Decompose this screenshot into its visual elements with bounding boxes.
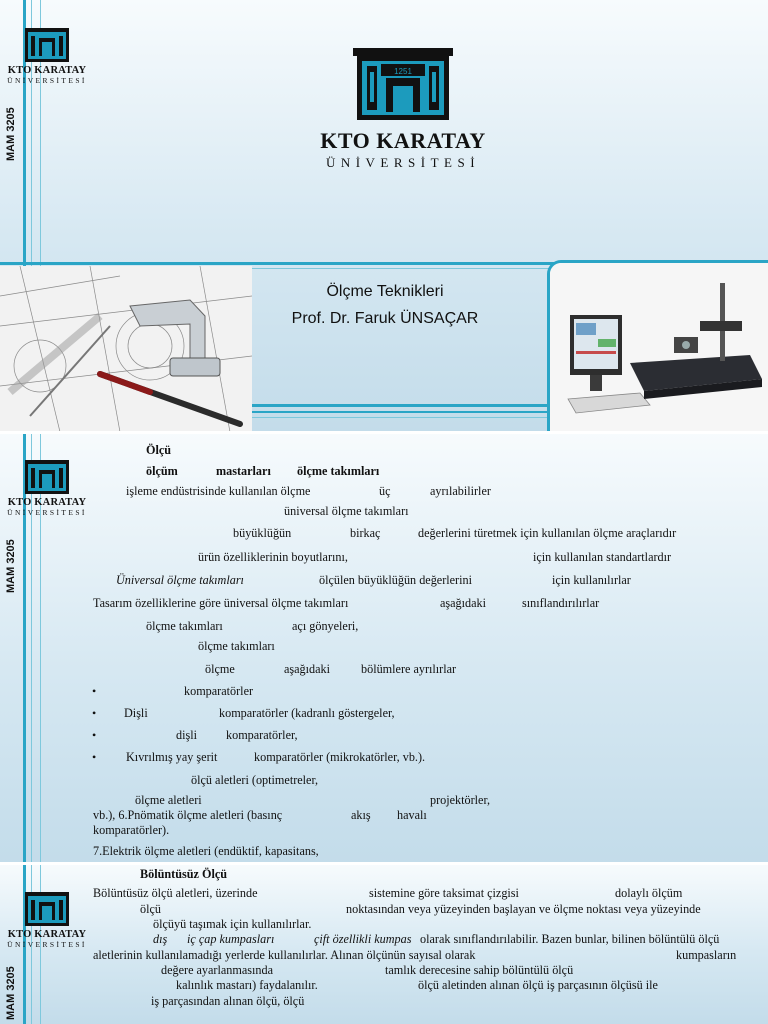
text-line: vb.), 6.Pnömatik ölçme aletleri (basınç xyxy=(93,808,283,822)
text-line: olarak sınıflandırılabilir. Bazen bunlar, bilinen bölüntülü ölçü xyxy=(420,932,720,946)
text-line: 7.Elektrik ölçme aletleri (endüktif, kapasitans, xyxy=(93,844,319,858)
university-subtitle: ÜNİVERSİTESİ xyxy=(325,155,481,170)
bullet-icon: • xyxy=(92,728,97,742)
text-line: ölçüm xyxy=(146,464,178,478)
course-code: MAM 3205 xyxy=(5,107,17,161)
text-line: Ölçü xyxy=(146,443,172,457)
university-name: KTO KARATAY xyxy=(320,128,486,153)
text-line: ölçme xyxy=(205,662,235,676)
university-name: KTO KARATAY xyxy=(7,497,87,508)
bullet-text: komparatörler, xyxy=(226,728,298,742)
bullet-text: komparatörler (mikrokatörler, vb.). xyxy=(254,750,426,764)
university-name: KTO KARATAY xyxy=(7,929,87,940)
text-line: ölçme takımları xyxy=(198,639,275,653)
text-line: işleme endüstrisinde kullanılan ölçme xyxy=(126,484,311,498)
text-line: ölçme aletleri xyxy=(135,793,202,807)
text-line: aşağıdaki xyxy=(440,596,487,610)
text-line: ölçü xyxy=(140,902,161,916)
bullet-icon: • xyxy=(92,684,97,698)
slide-separator xyxy=(0,431,768,434)
text-line: ürün özelliklerinin boyutlarını, xyxy=(198,550,348,564)
text-line: üç xyxy=(379,484,391,498)
text-line: kumpasların xyxy=(676,948,737,962)
text-line: ölçülen büyüklüğün değerlerini xyxy=(319,573,472,587)
text-line: dış xyxy=(153,932,168,946)
text-line: iş parçasından alınan ölçü, ölçü xyxy=(151,994,305,1008)
bullet-text: komparatörler xyxy=(184,684,254,698)
text-line: çift özellikli kumpas xyxy=(314,932,412,946)
course-code: MAM 3205 xyxy=(5,966,17,1020)
text-line: ölçme takımları xyxy=(146,619,223,633)
svg-text:1251: 1251 xyxy=(394,67,412,76)
text-line: ölçü aletinden alınan ölçü iş parçasının ölçüsü ile xyxy=(418,978,658,992)
text-line: için kullanılan standartlardır xyxy=(533,550,672,564)
main-logo xyxy=(290,48,516,171)
bullet-icon: • xyxy=(92,750,97,764)
text-line: birkaç xyxy=(350,526,381,540)
slide-separator xyxy=(0,862,768,865)
text-line: üniversal ölçme takımları xyxy=(284,504,409,518)
course-code: MAM 3205 xyxy=(5,539,17,593)
side-logo xyxy=(6,892,88,949)
university-subtitle: ÜNİVERSİTESİ xyxy=(7,76,87,85)
university-emblem-icon xyxy=(25,460,69,494)
title-slide xyxy=(0,0,768,432)
text-line: akış xyxy=(351,808,371,822)
side-logo xyxy=(6,28,88,85)
bullet-text: Kıvrılmış yay şerit xyxy=(126,750,218,764)
content-slide xyxy=(0,432,768,864)
text-line: ölçüyü taşımak için kullanılırlar. xyxy=(153,917,312,931)
text-line: ayrılabilirler xyxy=(430,484,491,498)
drafting-tools-photo xyxy=(0,266,252,432)
university-subtitle: ÜNİVERSİTESİ xyxy=(7,508,87,517)
content-slide xyxy=(0,864,768,1024)
text-line: aşağıdaki xyxy=(284,662,331,676)
text-line: komparatörler). xyxy=(93,823,170,837)
text-line: tamlık derecesine sahip bölüntülü ölçü xyxy=(385,963,574,977)
text-line: ölçü aletleri (optimetreler, xyxy=(191,773,319,787)
text-line: ölçme takımları xyxy=(297,464,380,478)
university-emblem-icon xyxy=(25,28,69,62)
university-name: KTO KARATAY xyxy=(7,65,87,76)
text-line: Tasarım özelliklerine göre üniversal ölçme takımları xyxy=(93,596,349,610)
text-line: aletlerinin kullanılamadığı yerlerde kullanılırlar. Alınan ölçünün sayısal olarak xyxy=(93,948,476,962)
text-line: değere ayarlanmasında xyxy=(161,963,273,977)
text-line: kalınlık mastarı) faydalanılır. xyxy=(176,978,318,992)
bullet-text: komparatörler (kadranlı göstergeler, xyxy=(219,706,395,720)
text-line: havalı xyxy=(397,808,427,822)
text-line: açı gönyeleri, xyxy=(292,619,359,633)
presenter-name: Prof. Dr. Faruk ÜNSAÇAR xyxy=(291,310,479,327)
text-line: bölümlere ayrılırlar xyxy=(361,662,457,676)
bullet-text: dişli xyxy=(176,728,197,742)
university-emblem-icon xyxy=(25,892,69,926)
university-emblem-icon xyxy=(353,48,453,120)
bullet-text: Dişli xyxy=(124,706,148,720)
university-subtitle: ÜNİVERSİTESİ xyxy=(7,940,87,949)
roughness-tester-image xyxy=(550,263,768,432)
side-logo xyxy=(6,460,88,517)
text-line: dolaylı ölçüm xyxy=(615,886,683,900)
text-line: projektörler, xyxy=(430,793,491,807)
text-line: mastarları xyxy=(216,464,271,478)
title-block xyxy=(250,278,520,332)
section-heading: Bölüntüsüz Ölçü xyxy=(140,867,228,881)
text-line: büyüklüğün xyxy=(233,526,292,540)
measuring-device-photo xyxy=(547,260,768,432)
caliper-drawing-image xyxy=(0,266,252,432)
presentation-title: Ölçme Teknikleri xyxy=(326,283,444,300)
text-line: iç çap kumpasları xyxy=(187,932,275,946)
bullet-icon: • xyxy=(92,706,97,720)
text-line: sınıflandırılırlar xyxy=(522,596,600,610)
text-line: için kullanılırlar xyxy=(552,573,631,587)
text-line: noktasından veya yüzeyinden başlayan ve ölçme noktası veya yüzeyinde xyxy=(346,902,701,916)
text-line: Bölüntüsüz ölçü aletleri, üzerinde xyxy=(93,886,258,900)
text-line: Üniversal ölçme takımları xyxy=(116,573,244,587)
text-line: değerlerini türetmek için kullanılan ölçme araçlarıdır xyxy=(418,526,677,540)
text-line: sistemine göre taksimat çizgisi xyxy=(369,886,519,900)
